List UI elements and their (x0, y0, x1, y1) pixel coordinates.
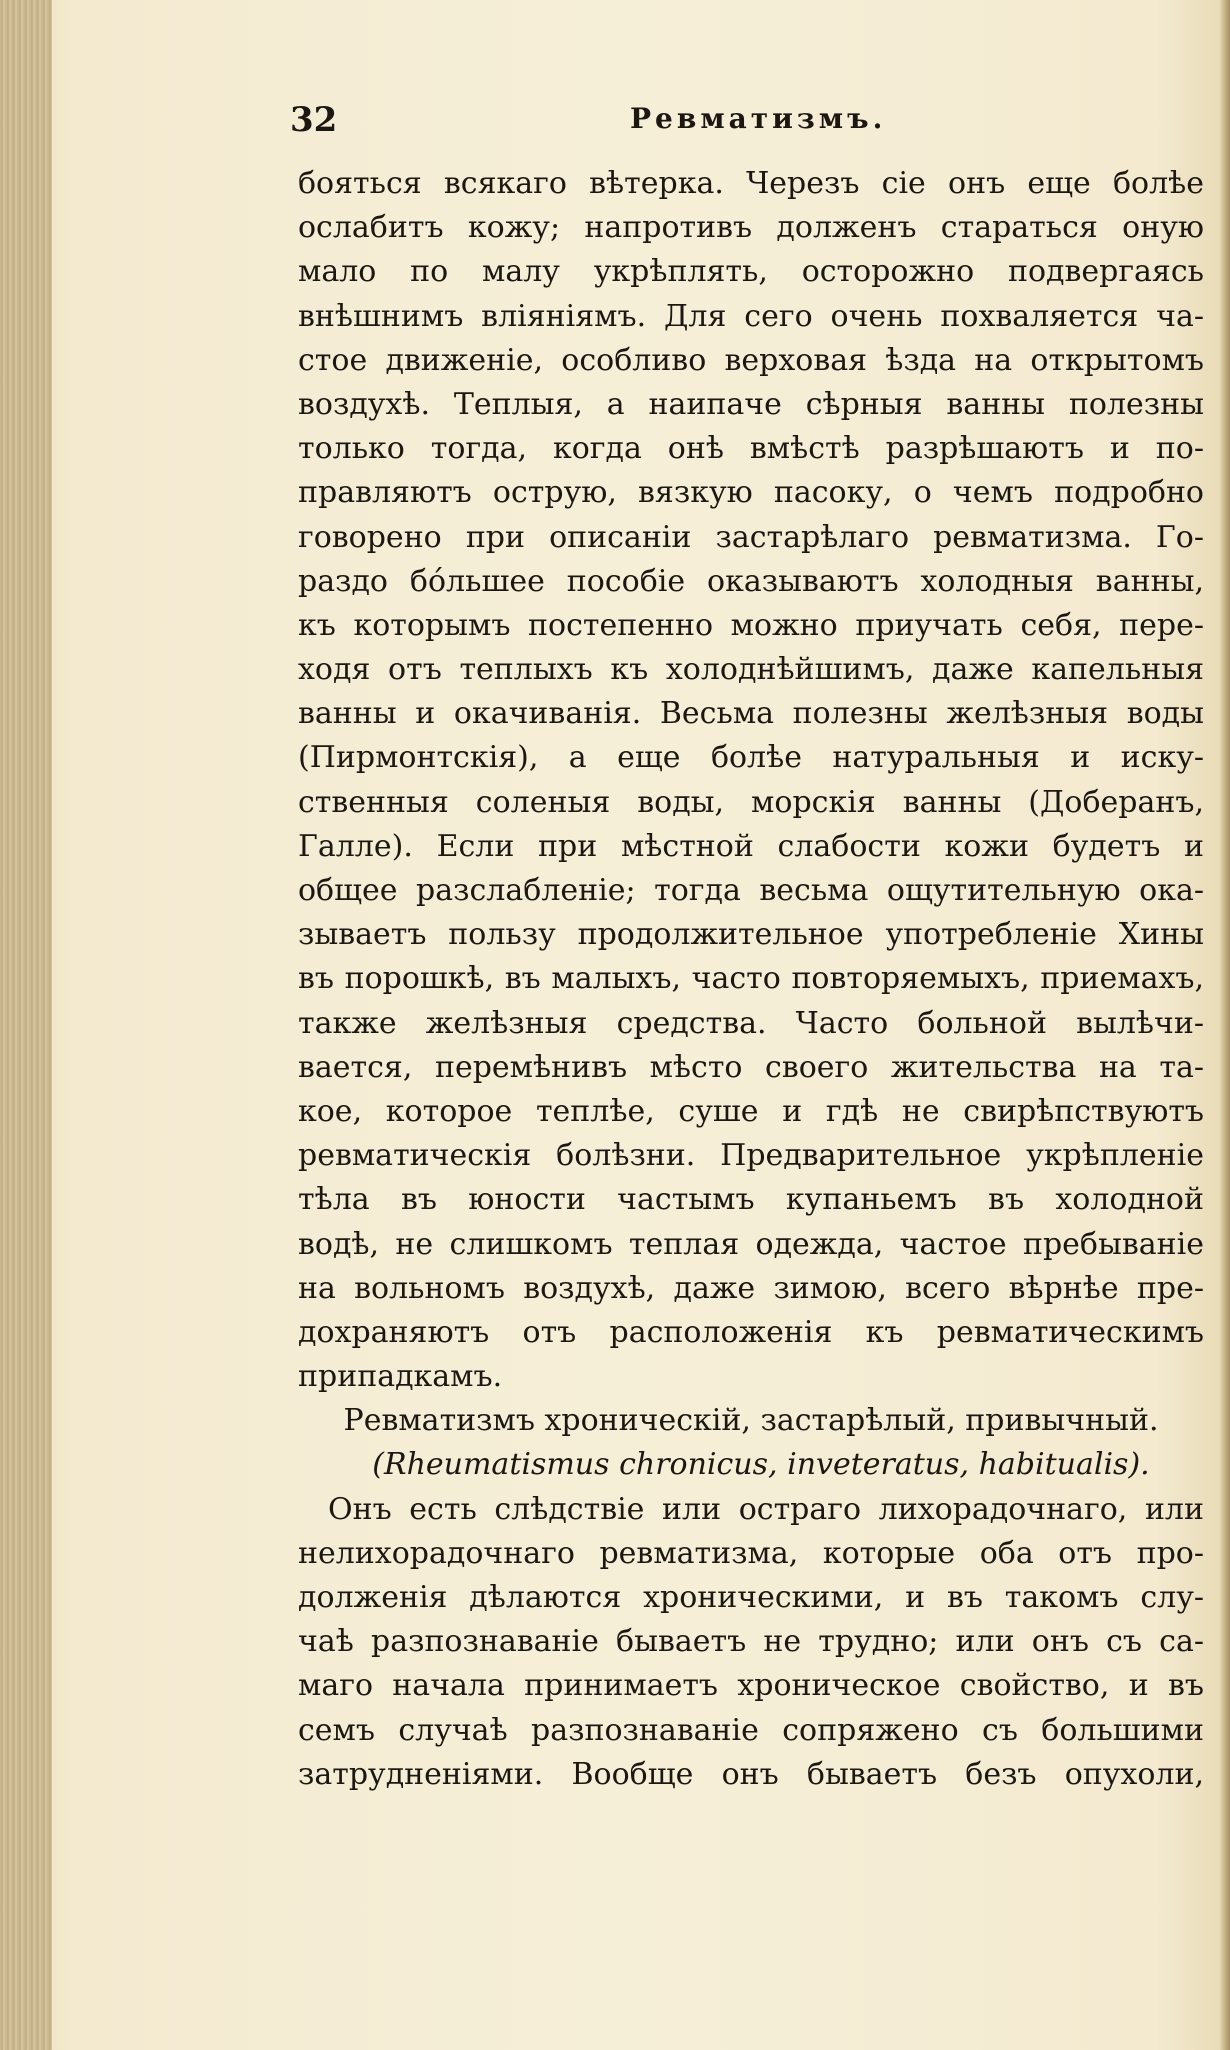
page-text (298, 162, 1204, 1797)
text-line: затрудненіями. Вообще онъ бываетъ безъ опухоли, (298, 1756, 1204, 1792)
text-line: кое, которое теплѣе, суше и гдѣ не свирѣпствуютъ (298, 1093, 1204, 1129)
text-line: (Пирмонтскія), а еще болѣе натуральныя и иску- (298, 740, 1204, 776)
text-line: семъ случаѣ разпознаваніе сопряжено съ большими (298, 1712, 1204, 1748)
text-line: на вольномъ воздухѣ, даже зимою, всего вѣрнѣе пре- (298, 1270, 1204, 1306)
text-line: также желѣзныя средства. Часто больной вылѣчи- (298, 1005, 1204, 1041)
text-line: бояться всякаго вѣтерка. Черезъ сіе онъ еще болѣе (298, 166, 1204, 201)
text-line: тѣла въ юности частымъ купаньемъ въ холодной (298, 1182, 1204, 1218)
text-line: вается, перемѣнивъ мѣсто своего жительства на та- (298, 1049, 1204, 1085)
text-line: говорено при описаніи застарѣлаго ревматизма. Го- (298, 519, 1204, 555)
text-line: только тогда, когда онѣ вмѣстѣ разрѣшаютъ и по- (298, 431, 1204, 467)
page-number: 32 (290, 100, 338, 140)
text-line: раздо бо́льшее пособіе оказываютъ холодныя ванны, (298, 563, 1204, 599)
text-line: общее разслабленіе; тогда весьма ощутительную ока- (298, 873, 1204, 908)
text-line: правляютъ острую, вязкую пасоку, о чемъ подробно (298, 475, 1204, 511)
text-line: внѣшнимъ вліяніямъ. Для сего очень похваляется ча- (298, 298, 1204, 334)
text-line: чаѣ разпознаваніе бываетъ не трудно; или онъ съ са- (298, 1624, 1204, 1660)
text-line: дохраняютъ отъ расположенія къ ревматическимъ (298, 1314, 1204, 1350)
text-line: въ порошкѣ, въ малыхъ, часто повторяемыхъ, приемахъ, (298, 961, 1204, 997)
text-line: водѣ, не слишкомъ теплая одежда, частое пребываніе (298, 1226, 1204, 1262)
text-line: долженія дѣлаются хроническими, и въ такомъ слу- (298, 1580, 1204, 1615)
text-line: ревматическія болѣзни. Предварительное укрѣпленіе (298, 1138, 1204, 1174)
section-heading: Ревматизмъ хроническій, застарѣлый, привычный. (343, 1403, 1159, 1439)
text-line: ослабитъ кожу; напротивъ долженъ стараться оную (298, 210, 1204, 246)
text-line: Онъ есть слѣдствіе или остраго лихорадочнаго, или (328, 1491, 1204, 1527)
running-head: Ревматизмъ. (630, 102, 887, 135)
page-header (290, 100, 1190, 140)
book-binding (0, 0, 52, 2050)
text-line: воздухѣ. Теплыя, а наипаче сѣрныя ванны полезны (298, 386, 1204, 422)
section-latin-title: (Rheumatismus chronicus, inveteratus, habitualis). (372, 1447, 1150, 1483)
text-line: нелихорадочнаго ревматизма, которые оба отъ про- (298, 1535, 1204, 1571)
text-line: припадкамъ. (298, 1359, 503, 1395)
text-line: къ которымъ постепенно можно приучать себя, пере- (298, 607, 1204, 643)
text-line: ходя отъ теплыхъ къ холоднѣйшимъ, даже капельныя (298, 652, 1204, 688)
text-line: зываетъ пользу продолжительное употребленіе Хины (298, 917, 1204, 953)
text-line: стое движеніе, особливо верховая ѣзда на открытомъ (298, 342, 1204, 378)
text-line: мало по малу укрѣплять, осторожно подвергаясь (298, 254, 1204, 290)
page-edge (1220, 0, 1230, 2050)
text-line: ственныя соленыя воды, морскія ванны (Доберанъ, (298, 784, 1204, 820)
text-line: маго начала принимаетъ хроническое свойство, и въ (298, 1668, 1204, 1704)
text-line: Галле). Если при мѣстной слабости кожи будетъ и (298, 828, 1204, 864)
text-line: ванны и окачиванія. Весьма полезны желѣзныя воды (298, 696, 1204, 732)
